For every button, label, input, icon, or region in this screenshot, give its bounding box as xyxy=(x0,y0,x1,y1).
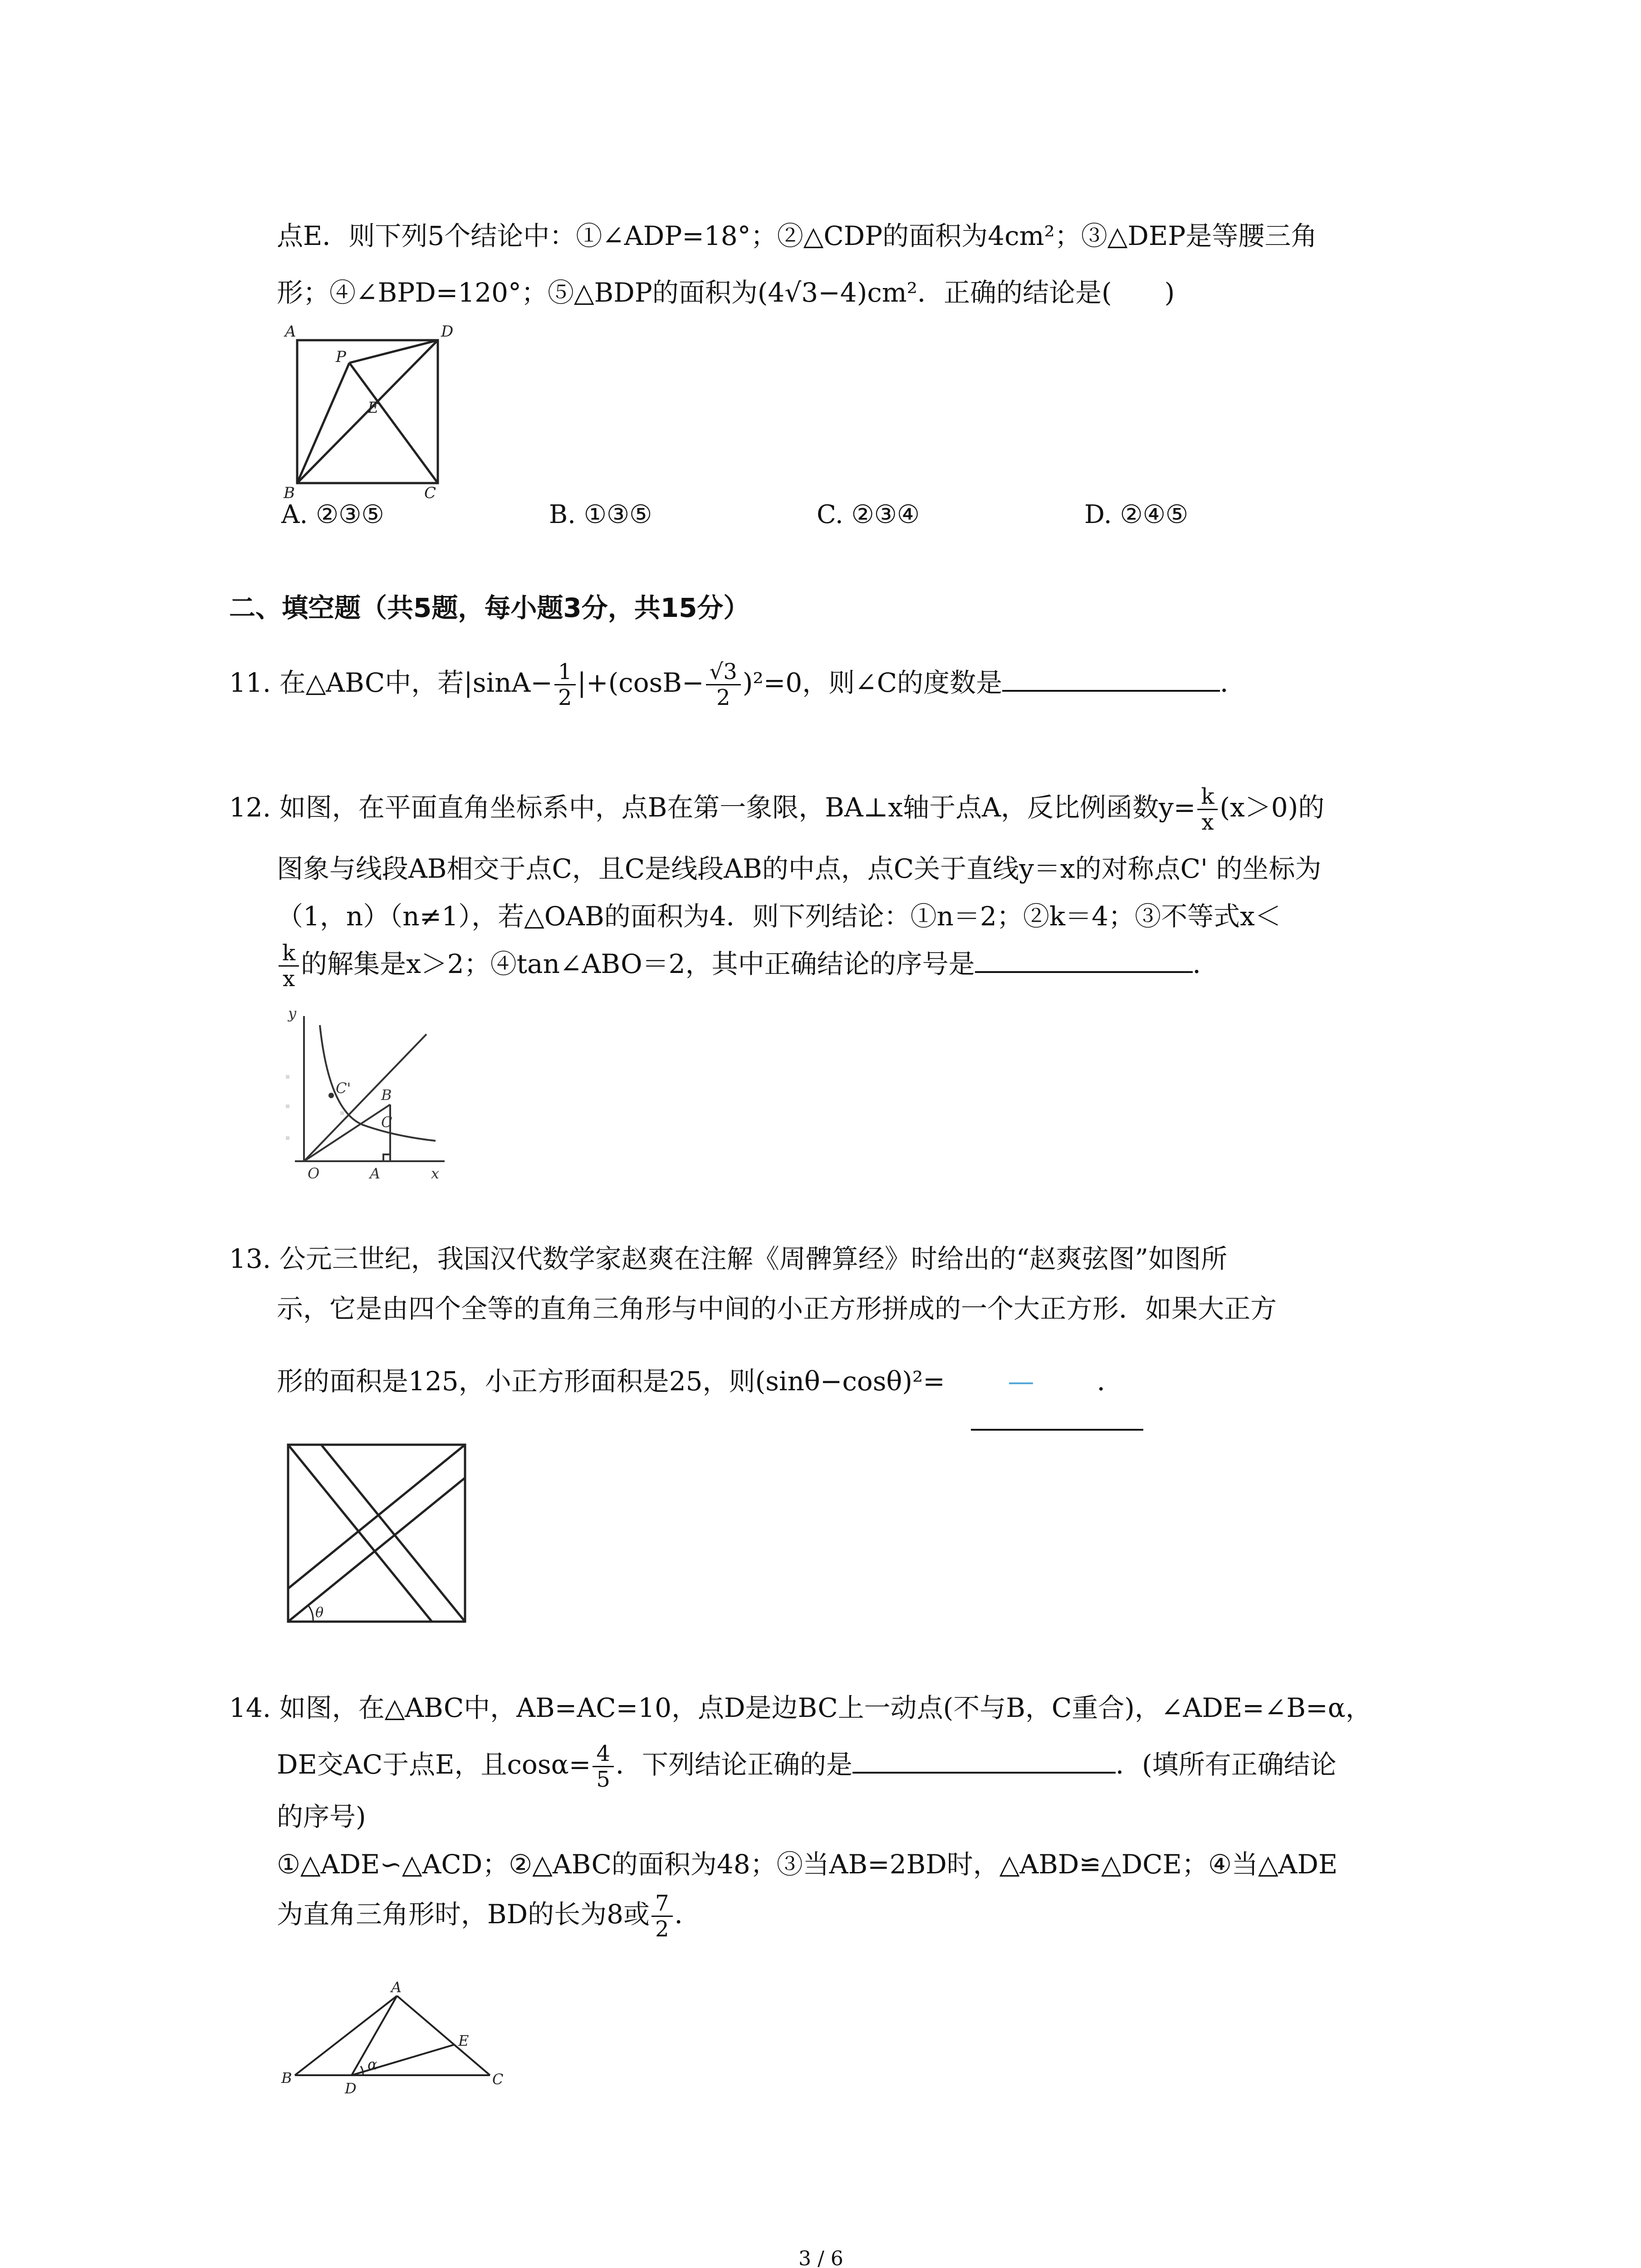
label-C-prime: C' xyxy=(336,1080,351,1097)
label-C: C xyxy=(492,2071,504,2088)
q11-text-pre: 在△ABC中，若|sinA− xyxy=(279,667,553,698)
q14-line1-text: 如图，在△ABC中，AB=AC=10，点D是边BC上一动点(不与B，C重合)，∠ADE=∠B=α， xyxy=(279,1692,1372,1723)
label-A: A xyxy=(391,1979,402,1996)
q11-fraction-2: $\frac{√3}{2}$ xyxy=(706,660,741,710)
label-alpha: α xyxy=(367,2056,377,2073)
q13-line2: 示，它是由四个全等的直角三角形与中间的小正方形拼成的一个大正方形．如果大正方 xyxy=(277,1293,1277,1324)
label-D: D xyxy=(441,323,454,341)
label-E: E xyxy=(458,2032,469,2049)
q11-fraction-1: $\frac{1}{2}$ xyxy=(554,660,576,710)
label-C: C xyxy=(381,1114,392,1131)
q12-fraction-k-x-2: $\frac{k}{x}$ xyxy=(279,941,299,991)
q10-line1: 点E．则下列5个结论中：①∠ADP=18°；②△CDP的面积为4cm²；③△DEP是等腰三角 xyxy=(277,220,1318,251)
q10-square-figure xyxy=(277,323,467,502)
q12-coordinate-figure xyxy=(272,1007,463,1184)
q13-zhaoshuang-figure xyxy=(281,1438,472,1628)
q12-answer-blank[interactable] xyxy=(975,948,1193,973)
label-B: B xyxy=(381,1086,392,1104)
q13-end: ． xyxy=(1097,1366,1123,1397)
q12-number: 12. xyxy=(229,792,271,823)
q12-line4-post: 的解集是x＞2；④tan∠ABO＝2，其中正确结论的序号是 xyxy=(301,948,975,979)
q13-line1 xyxy=(229,1243,1227,1275)
q12-line1-pre: 如图，在平面直角坐标系中，点B在第一象限，BA⊥x轴于点A，反比例函数y= xyxy=(279,792,1196,823)
q14-line2-end: ．(填所有正确结论 xyxy=(1115,1749,1337,1780)
q14-triangle-figure xyxy=(272,1979,526,2100)
q13-line3-text: 形的面积是125，小正方形面积是25，则(sinθ−cosθ)²= xyxy=(277,1366,945,1397)
q14-fraction-4-5: $\frac{4}{5}$ xyxy=(593,1741,614,1792)
q11-text-post: )²=0，则∠C的度数是 xyxy=(742,667,1003,698)
q11-end: ． xyxy=(1220,667,1247,698)
q14-line2-pre: DE交AC于点E，且cosα= xyxy=(277,1749,591,1780)
label-E: E xyxy=(367,399,379,417)
label-P: P xyxy=(336,348,346,366)
q12-end: ． xyxy=(1192,948,1219,979)
label-A: A xyxy=(370,1165,381,1182)
q13-answer-dash: — xyxy=(1008,1366,1034,1397)
q13-answer-blank[interactable] xyxy=(971,1429,1143,1431)
q13-line1-text: 公元三世纪，我国汉代数学家赵爽在注解《周髀算经》时给出的“赵爽弦图”如图所 xyxy=(279,1243,1227,1274)
q13-number: 13. xyxy=(229,1243,271,1274)
q10-line2: 形；④∠BPD=120°；⑤△BDP的面积为(4√3−4)cm²．正确的结论是( ) xyxy=(277,277,1175,308)
q14-line4: ①△ADE∽△ACD；②△ABC的面积为48；③当AB=2BD时，△ABD≌△DCE；④当△ADE xyxy=(277,1849,1338,1880)
q14-line2 xyxy=(277,1737,1337,1792)
q10-option-b[interactable]: B. ①③⑤ xyxy=(549,500,652,529)
q12-line3: （1，n）（n≠1），若△OAB的面积为4．则下列结论：①n＝2；②k＝4；③不等式x＜ xyxy=(277,901,1281,932)
label-C: C xyxy=(424,484,436,502)
q14-line5 xyxy=(277,1887,701,1941)
q12-fraction-k-x: $\frac{k}{x}$ xyxy=(1197,784,1218,835)
label-B: B xyxy=(284,484,295,502)
q10-option-a[interactable]: A. ②③⑤ xyxy=(281,500,384,529)
q10-option-d[interactable]: D. ②④⑤ xyxy=(1084,500,1189,529)
label-B: B xyxy=(281,2069,292,2087)
q12-line1-post: (x＞0)的 xyxy=(1220,792,1325,823)
q14-line1 xyxy=(229,1692,1372,1724)
q14-fraction-7-2: $\frac{7}{2}$ xyxy=(652,1891,673,1941)
q11-number: 11. xyxy=(229,667,271,698)
q12-line1 xyxy=(229,780,1324,835)
q14-answer-blank[interactable] xyxy=(852,1749,1116,1774)
q11-text-mid: |+(cosB− xyxy=(577,667,704,698)
section-title: 二、填空题（共5题，每小题3分，共15分） xyxy=(229,592,750,623)
q10-option-c[interactable]: C. ②③④ xyxy=(817,500,920,529)
label-theta: θ xyxy=(315,1605,324,1621)
q13-line3 xyxy=(277,1365,1123,1397)
label-O: O xyxy=(308,1165,320,1182)
q11 xyxy=(229,655,1246,710)
label-D: D xyxy=(345,2080,357,2097)
q11-answer-blank[interactable] xyxy=(1002,667,1220,692)
q14-line5-pre: 为直角三角形时，BD的长为8或 xyxy=(277,1899,650,1930)
page-number: 3 / 6 xyxy=(798,2247,843,2268)
q14-number: 14. xyxy=(229,1692,271,1723)
label-y: y xyxy=(288,1005,297,1022)
q12-line2: 图象与线段AB相交于点C，且C是线段AB的中点，点C关于直线y＝x的对称点C' 的坐标为 xyxy=(277,853,1322,884)
q14-line5-post: ． xyxy=(674,1899,701,1930)
q12-line4 xyxy=(277,937,1219,991)
label-A: A xyxy=(285,323,296,341)
q14-line2-post: ．下列结论正确的是 xyxy=(615,1749,852,1780)
q14-line3: 的序号) xyxy=(277,1801,366,1832)
label-x: x xyxy=(431,1165,440,1182)
